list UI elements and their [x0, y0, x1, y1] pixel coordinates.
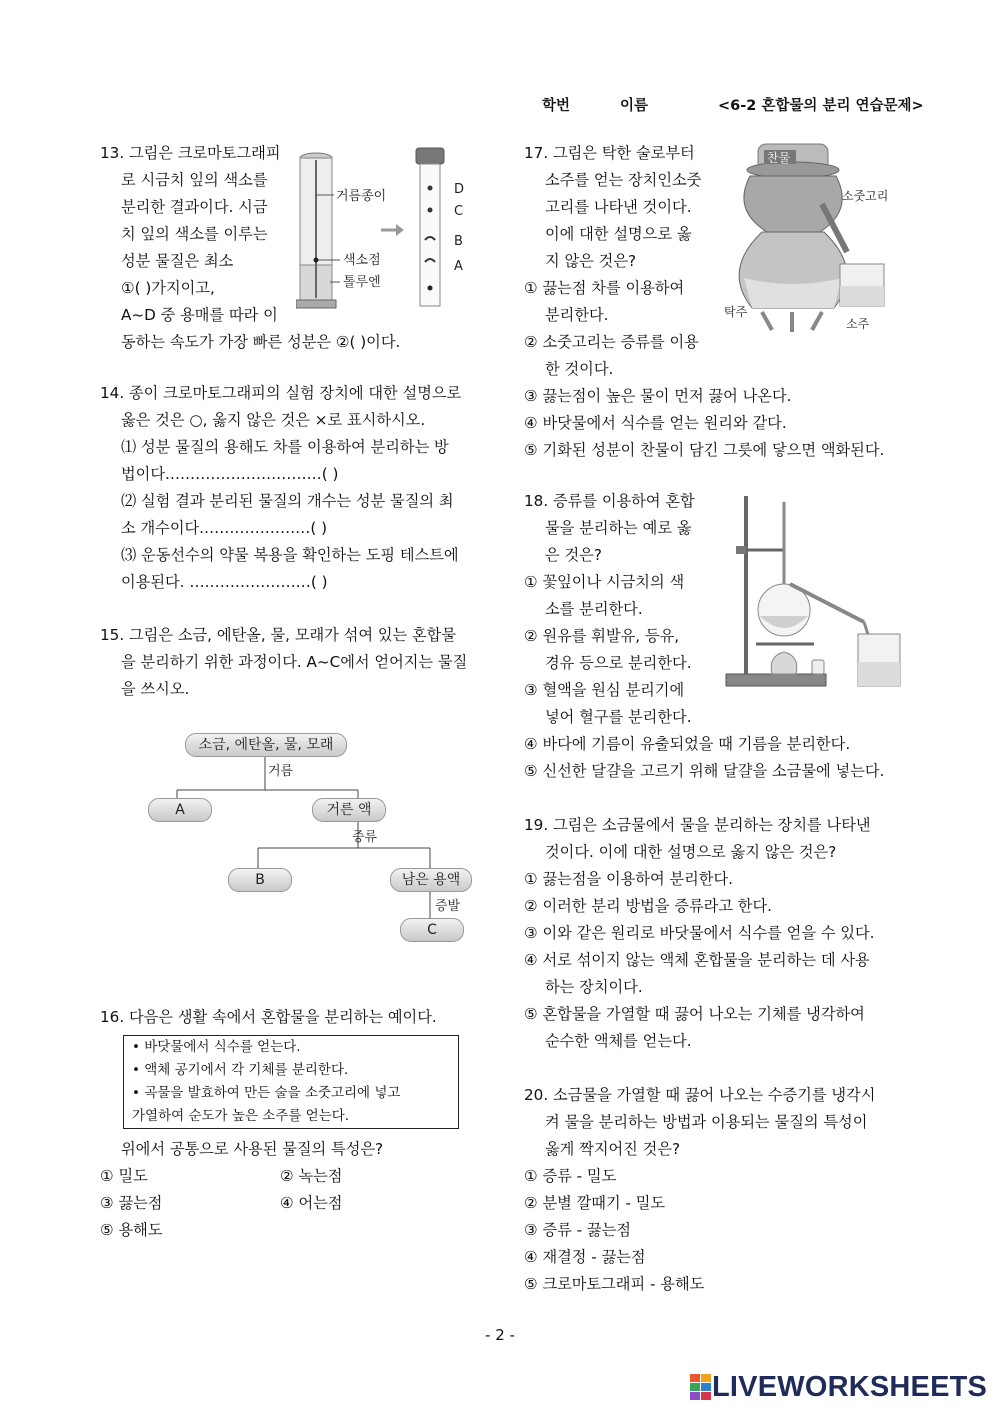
- q18-option: 넣어 혈구를 분리한다.: [545, 708, 692, 726]
- brand-logo: [690, 1372, 987, 1402]
- paper-label: 거름종이: [336, 189, 387, 204]
- q19-option: ③ 이와 같은 원리로 바닷물에서 식수를 얻을 수 있다.: [524, 924, 875, 942]
- q17-option: ⑤ 기화된 성분이 찬물이 담긴 그릇에 닿으면 액화된다.: [524, 441, 885, 459]
- product-a-box: A: [148, 798, 212, 822]
- q16-question: 위에서 공통으로 사용된 물질의 특성은?: [121, 1140, 384, 1158]
- q13-line: A~D 중 용매를 따라 이: [121, 306, 278, 324]
- q19-line: 19. 그림은 소금물에서 물을 분리하는 장치를 나타낸: [524, 816, 871, 834]
- q16-option: ③ 끓는점: [100, 1194, 163, 1212]
- q14-line: ⑵ 실험 결과 분리된 물질의 개수는 성분 물질의 최: [121, 492, 454, 510]
- spot-d: D: [454, 182, 465, 197]
- q17-option: ③ 끓는점이 높은 물이 먼저 끓어 나온다.: [524, 387, 792, 405]
- chromatography-figure: [296, 140, 486, 315]
- q16-option: ⑤ 용해도: [100, 1221, 163, 1239]
- product-b-box: B: [228, 868, 292, 892]
- q14-line: ⑶ 운동선수의 약물 복용을 확인하는 도핑 테스트에: [121, 546, 459, 564]
- q20-line: 20. 소금물을 가열할 때 끓어 나오는 수증기를 냉각시: [524, 1086, 876, 1104]
- cold-water-label: 찬물: [767, 151, 791, 165]
- q16-option: ④ 어는점: [280, 1194, 343, 1212]
- distill-label: 증류: [352, 830, 378, 845]
- q17-option: 한 것이다.: [545, 360, 614, 378]
- q13-line: 13. 그림은 크로마토그래피: [100, 144, 281, 162]
- q14-line: 이용된다. ……………………( ): [121, 573, 328, 591]
- q16-option: ② 녹는점: [280, 1167, 343, 1185]
- q17-line: 지 않은 것은?: [545, 252, 637, 270]
- q13-line: ①( )가지이고,: [121, 279, 215, 297]
- q20-option: ③ 증류 - 끓는점: [524, 1221, 631, 1239]
- q17-option: ④ 바닷물에서 식수를 얻는 원리와 같다.: [524, 414, 787, 432]
- q19-option: ② 이러한 분리 방법을 증류라고 한다.: [524, 897, 772, 915]
- q14-line: 14. 종이 크로마토그래피의 실험 장치에 대한 설명으로: [100, 384, 462, 402]
- q16-box-line: • 바닷물에서 식수를 얻는다.: [132, 1039, 301, 1055]
- solvent-label: 톨루엔: [343, 275, 381, 290]
- mixture-box: 소금, 에탄올, 물, 모래: [185, 733, 347, 757]
- separation-flow-lines: [140, 730, 480, 950]
- q18-line: 물을 분리하는 예로 옳: [545, 519, 692, 537]
- q15-line: 을 분리하기 위한 과정이다. A~C에서 얻어지는 물질: [121, 653, 468, 671]
- q19-option: 하는 장치이다.: [545, 978, 643, 996]
- q15-line: 15. 그림은 소금, 에탄올, 물, 모래가 섞여 있는 혼합물: [100, 626, 457, 644]
- q20-option: ② 분별 깔때기 - 밀도: [524, 1194, 666, 1212]
- q18-option: ⑤ 신선한 달걀을 고르기 위해 달걀을 소금물에 넣는다.: [524, 762, 885, 780]
- soju-label: 소주: [846, 317, 870, 331]
- still-label: 소줏고리: [842, 189, 889, 203]
- q17-option: ① 끓는점 차를 이용하여: [524, 279, 685, 297]
- q20-option: ⑤ 크로마토그래피 - 용해도: [524, 1275, 705, 1293]
- q17-line: 고리를 나타낸 것이다.: [545, 198, 692, 216]
- q14-line: ⑴ 성분 물질의 용해도 차를 이용하여 분리하는 방: [121, 438, 449, 456]
- q20-line: 옳게 짝지어진 것은?: [545, 1140, 681, 1158]
- remaining-solution-box: 남은 용액: [390, 868, 472, 892]
- q19-option: ④ 서로 섞이지 않는 액체 혼합물을 분리하는 데 사용: [524, 951, 870, 969]
- q19-option: 순수한 액체를 얻는다.: [545, 1032, 692, 1050]
- student-number-label: 학번: [542, 98, 571, 114]
- q14-line: 법이다.…………………………( ): [121, 465, 339, 483]
- evaporate-label: 증발: [435, 899, 461, 914]
- q18-option: ④ 바다에 기름이 유출되었을 때 기름을 분리한다.: [524, 735, 851, 753]
- q18-line: 18. 증류를 이용하여 혼합: [524, 492, 695, 510]
- q16-box-line: • 곡물을 발효하여 만든 술을 소줏고리에 넣고: [132, 1085, 401, 1101]
- brand-name: LIVEWORKSHEETS: [712, 1371, 988, 1403]
- q17-line: 이에 대한 설명으로 옳: [545, 225, 692, 243]
- q18-option: 소를 분리한다.: [545, 600, 643, 618]
- takju-label: 탁주: [724, 305, 748, 319]
- q16-box-line: • 액체 공기에서 각 기체를 분리한다.: [132, 1062, 349, 1078]
- spot-b: B: [454, 234, 463, 249]
- q16-option: ① 밀도: [100, 1167, 148, 1185]
- dot-label: 색소점: [343, 253, 381, 268]
- q18-line: 은 것은?: [545, 546, 602, 564]
- q18-option: ① 꽃잎이나 시금치의 색: [524, 573, 685, 591]
- q19-line: 것이다. 이에 대한 설명으로 옳지 않은 것은?: [545, 843, 837, 861]
- q20-line: 켜 물을 분리하는 방법과 이용되는 물질의 특성이: [545, 1113, 868, 1131]
- distillation-apparatus-figure: [718, 494, 904, 694]
- q17-line: 소주를 얻는 장치인소줏: [545, 171, 702, 189]
- spot-a: A: [454, 259, 463, 274]
- q20-option: ① 증류 - 밀도: [524, 1167, 617, 1185]
- q17-line: 17. 그림은 탁한 술로부터: [524, 144, 695, 162]
- page-number: - 2 -: [485, 1326, 515, 1344]
- name-label: 이름: [620, 98, 649, 114]
- q13-line: 분리한 결과이다. 시금: [121, 198, 268, 216]
- q20-option: ④ 재결정 - 끓는점: [524, 1248, 646, 1266]
- q13-line: 성분 물질은 최소: [121, 252, 234, 270]
- q19-option: ① 끓는점을 이용하여 분리한다.: [524, 870, 733, 888]
- q17-option: 분리한다.: [545, 306, 609, 324]
- q16-title: 16. 다음은 생활 속에서 혼합물을 분리하는 예이다.: [100, 1008, 437, 1026]
- q14-line: 옳은 것은 ○, 옳지 않은 것은 ×로 표시하시오.: [121, 411, 426, 429]
- q15-line: 을 쓰시오.: [121, 680, 190, 698]
- q18-option: ② 원유를 휘발유, 등유,: [524, 627, 680, 645]
- q14-line: 소 개수이다.…………………( ): [121, 519, 328, 537]
- brand-blocks-icon: [690, 1374, 712, 1400]
- soju-still-figure: [722, 140, 904, 340]
- q13-line: 치 잎의 색소를 이루는: [121, 225, 268, 243]
- spot-c: C: [454, 204, 464, 219]
- q17-option: ② 소줏고리는 증류를 이용: [524, 333, 699, 351]
- q18-option: 경유 등으로 분리한다.: [545, 654, 692, 672]
- worksheet-title: <6-2 혼합물의 분리 연습문제>: [718, 98, 924, 114]
- product-c-box: C: [400, 918, 464, 942]
- q13-line: 로 시금치 잎의 색소를: [121, 171, 268, 189]
- q19-option: ⑤ 혼합물을 가열할 때 끓어 나오는 기체를 냉각하여: [524, 1005, 865, 1023]
- q16-box-line: 가열하여 순도가 높은 소주를 얻는다.: [132, 1108, 350, 1124]
- q13-line: 동하는 속도가 가장 빠른 성분은 ②( )이다.: [121, 333, 401, 351]
- q18-option: ③ 혈액을 원심 분리기에: [524, 681, 685, 699]
- filtrate-box: 거른 액: [312, 798, 386, 822]
- filter-label: 거름: [268, 764, 294, 779]
